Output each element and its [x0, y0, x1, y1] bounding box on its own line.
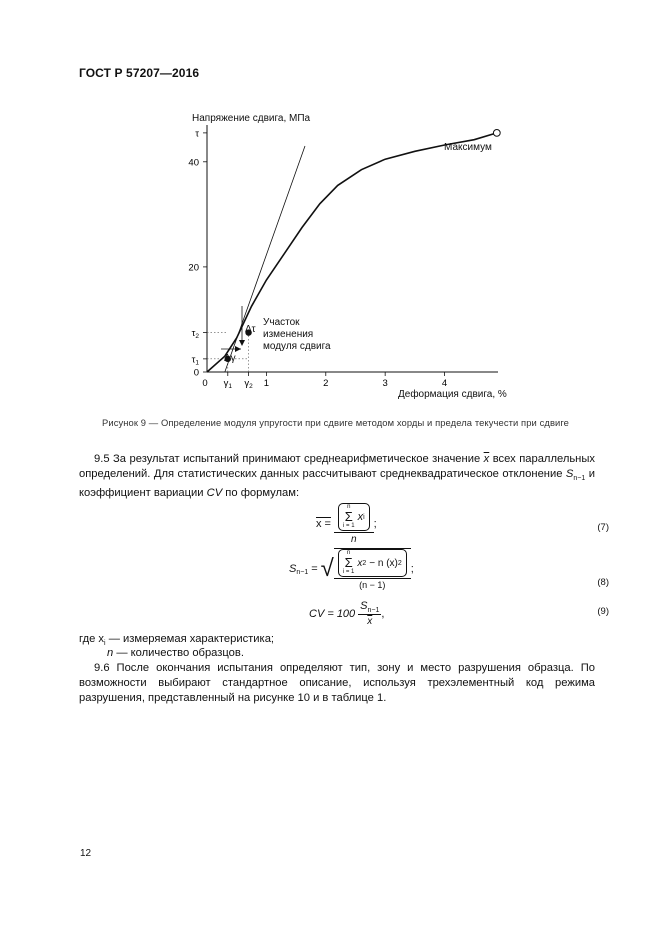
max-label: Максимум [444, 142, 492, 153]
sqrt-sign: √ [320, 555, 334, 582]
p95-s: S [565, 468, 574, 480]
where2-text: — количество образцов. [113, 647, 244, 659]
eq8-sum-top: n [346, 550, 351, 556]
equation-9: CV = 100 $\frac{S_{n-1}}{x}$ , [309, 600, 385, 628]
eq9-s-sub: n−1 [367, 607, 380, 615]
x-tick-label: 1 [263, 378, 270, 389]
eq8-x: x [357, 557, 363, 569]
eq7-sum-top: n [347, 504, 351, 510]
where1-text-b: — измеряемая характеристика; [105, 633, 275, 645]
eq7-sigma: Σ [344, 509, 353, 524]
eq7-denominator: n [351, 534, 357, 545]
eq8-sigma: Σ [344, 555, 353, 570]
equation-8: S $_{n-1}$ = √ n Σ i = 1 x 2 − n (x) 2 (n − 1) ; [289, 550, 414, 590]
eq9-denominator: x [367, 616, 373, 628]
p95-text-d: по формулам: [222, 487, 300, 500]
delta-tau-arrow-head [239, 340, 245, 346]
p95-cv: CV [206, 487, 223, 500]
y-tick-label: $\tau_1$ [191, 354, 199, 367]
p95-text-a: 9.5 За результат испытаний принимают среднеарифметическое значение [94, 453, 484, 465]
p95-text-c: и коэффициент вариации [79, 468, 595, 500]
x-tick-label: 4 [441, 378, 448, 389]
p95-text-b: всех параллельных определений. Для статистических данных рассчитывают среднеквадратическое отклонение [79, 453, 595, 480]
eq8-equals: = [311, 563, 318, 575]
y-tick-label: $\tau_2$ [191, 328, 199, 341]
paragraph-9-6: 9.6 После окончания испытания определяют тип, зону и место разрушения образца. По возможности выбирают стандартное описание, используя трехэлементный код режима разрушения, представленный на рисунке 10 и в таблице 1. [79, 662, 595, 704]
eq8-denominator: (n − 1) [359, 580, 386, 590]
x-axis-label: Деформация сдвига, % [398, 389, 507, 400]
eq7-fraction [334, 503, 374, 545]
max-point [493, 129, 500, 136]
x-tick-label: 0 [202, 378, 208, 389]
x-tick-label: 3 [382, 378, 388, 389]
stress-strain-curve [207, 133, 497, 372]
delta-gamma-arrow-head [235, 346, 241, 352]
y-tick-label: 0 [193, 367, 199, 379]
eq8-sum-bottom: i = 1 [342, 569, 355, 575]
delta-tau-label: Δτ [245, 324, 256, 335]
eq7-sum-bottom: i = 1 [343, 523, 355, 529]
where1-text: где x [79, 633, 105, 645]
where2-n: n [107, 647, 114, 659]
p95-xbar: $\overline{x}$ [483, 453, 490, 465]
paragraph-9-5 [79, 452, 595, 501]
eq8-s-sub: n−1 [296, 568, 309, 576]
delta-gamma-label: Δγ [224, 353, 236, 364]
equation-7: x = n Σ i = 1 x i n ; [316, 504, 377, 545]
eq8-radicand: n Σ i = 1 x 2 − n (x) 2 (n − 1) [334, 548, 411, 590]
y-tick-label: τ [195, 128, 199, 140]
p95-s-sub: n−1 [573, 475, 586, 483]
where1-sub: i [104, 640, 106, 648]
y-tick-label: 40 [188, 157, 199, 169]
eq9-lhs: CV = 100 [309, 607, 356, 620]
equation-9-number: (9) [597, 606, 609, 617]
y-tick-label: 20 [188, 262, 199, 274]
document-header: ГОСТ Р 57207—2016 [79, 66, 200, 80]
page-number: 12 [80, 848, 92, 859]
shear-chart [0, 0, 661, 420]
region-label-line2: изменения [263, 329, 314, 340]
figure-caption: Рисунок 9 — Определение модуля упругости при сдвиге методом хорды и предела текучести при сдвиге [102, 417, 569, 428]
where-line-2 [107, 646, 244, 661]
x-tick-label: $\gamma_1$ [223, 378, 232, 390]
eq8-s: S [289, 563, 297, 575]
region-label-line3: модуля сдвига [263, 341, 331, 352]
eq8-minus-term: − n (x) [369, 557, 398, 569]
x-tick-label: 2 [323, 378, 329, 389]
eq7-x: x [357, 511, 364, 523]
equation-7-number: (7) [597, 522, 609, 533]
eq7-x-sub: i [363, 513, 365, 521]
region-label-line1: Участок [263, 317, 300, 328]
eq9-s: S [360, 600, 368, 612]
x-tick-label: $\gamma_2$ [244, 378, 253, 390]
y-axis-label: Напряжение сдвига, МПа [192, 113, 311, 124]
eq9-fraction [358, 600, 381, 627]
equation-8-number: (8) [597, 577, 609, 588]
eq7-lhs: x = [316, 518, 331, 530]
